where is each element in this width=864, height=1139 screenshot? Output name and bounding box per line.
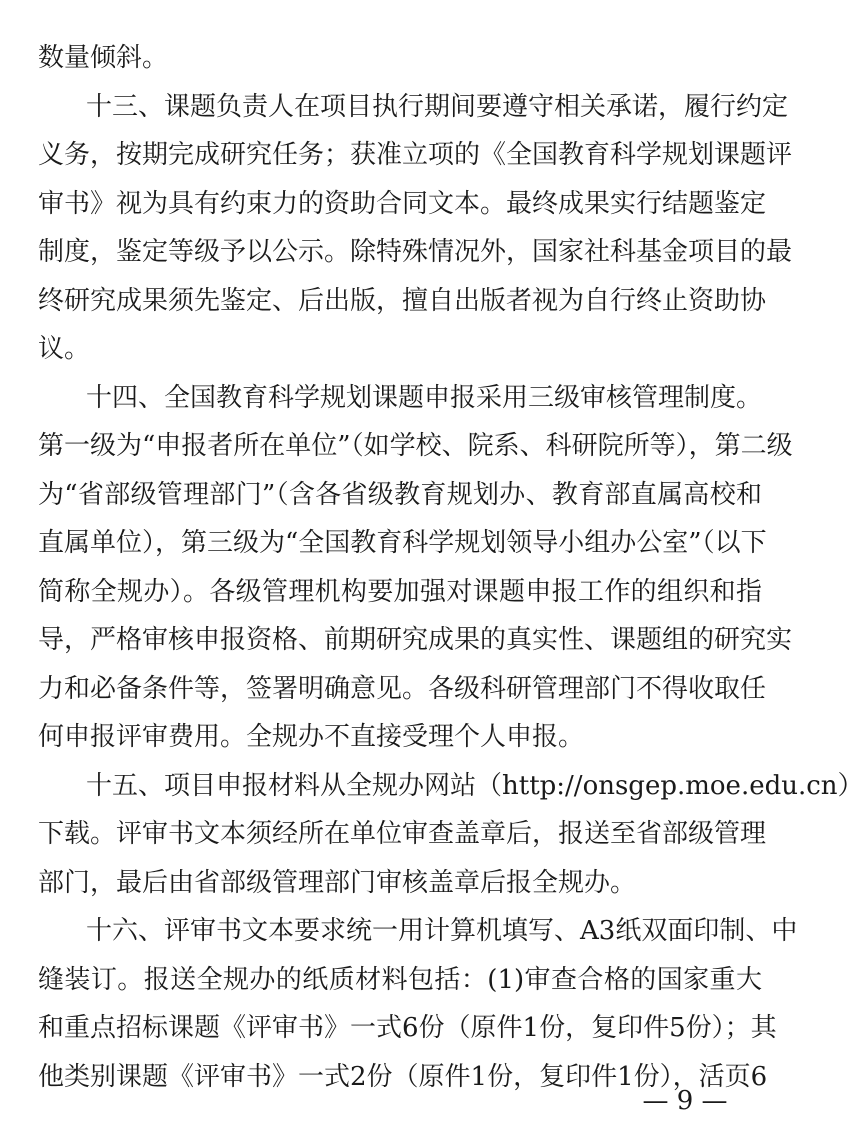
text-line: 第一级为“申报者所在单位”（如学校、院系、科研院所等），第二级: [38, 431, 793, 461]
text-line: 议。: [38, 334, 91, 364]
page-number: — 9 —: [642, 1086, 728, 1116]
text-line: 数量倾斜。: [38, 43, 169, 73]
text-line: 十六、评审书文本要求统一用计算机填写、A3纸双面印制、中: [86, 916, 798, 946]
text-line: 缝装订。报送全规办的纸质材料包括：(1)审查合格的国家重大: [38, 965, 762, 995]
text-line: 直属单位），第三级为“全国教育科学规划领导小组办公室”（以下: [38, 528, 767, 558]
text-line: 十五、项目申报材料从全规办网站（http://onsgep.moe.edu.cn）: [86, 771, 864, 801]
text-line: 何申报评审费用。全规办不直接受理个人申报。: [38, 722, 585, 752]
text-line: 十四、全国教育科学规划课题申报采用三级审核管理制度。: [86, 383, 763, 413]
text-line: 和重点招标课题《评审书》一式6份（原件1份，复印件5份）；其: [38, 1013, 777, 1043]
text-line: 他类别课题《评审书》一式2份（原件1份，复印件1份），活页6: [38, 1062, 768, 1092]
text-line: 下载。评审书文本须经所在单位审查盖章后，报送至省部级管理: [38, 819, 767, 849]
text-line: 终研究成果须先鉴定、后出版，擅自出版者视为自行终止资助协: [38, 286, 767, 316]
text-line: 为“省部级管理部门”（含各省级教育规划办、教育部直属高校和: [38, 480, 762, 510]
text-line: 审书》视为具有约束力的资助合同文本。最终成果实行结题鉴定: [38, 189, 767, 219]
text-line: 力和必备条件等，签署明确意见。各级科研管理部门不得收取任: [38, 674, 767, 704]
text-line: 导，严格审核申报资格、前期研究成果的真实性、课题组的研究实: [38, 625, 793, 655]
text-line: 制度，鉴定等级予以公示。除特殊情况外，国家社科基金项目的最: [38, 237, 793, 267]
text-line: 简称全规办）。各级管理机构要加强对课题申报工作的组织和指: [38, 577, 762, 607]
text-line: 十三、课题负责人在项目执行期间要遵守相关承诺，履行约定: [86, 92, 789, 122]
text-line: 义务，按期完成研究任务；获准立项的《全国教育科学规划课题评: [38, 140, 793, 170]
text-line: 部门，最后由省部级管理部门审核盖章后报全规办。: [38, 868, 637, 898]
